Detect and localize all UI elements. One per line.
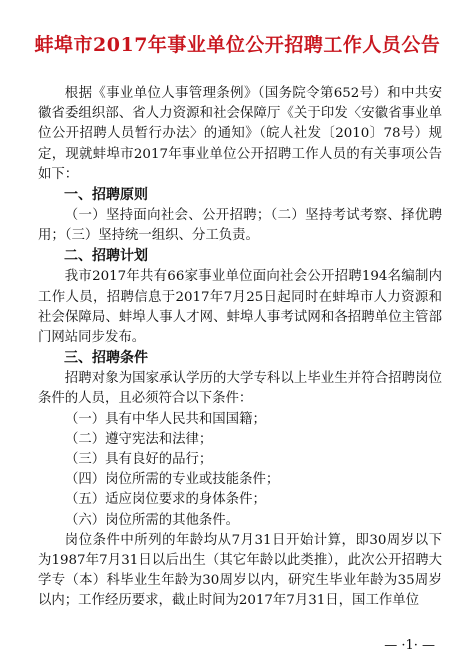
conditions-intro: 招聘对象为国家承认学历的大学专科以上毕业生并符合招聘岗位条件的人员，且必须符合以下条件：	[38, 371, 442, 407]
condition-item: （五）适应岗位要求的身体条件；	[65, 492, 266, 508]
condition-item: （二）遵守宪法和法律；	[65, 431, 213, 447]
condition-item: （一）具有中华人民共和国国籍；	[65, 411, 266, 427]
intro-paragraph: 根据《事业单位人事管理条例》（国务院令第652号）和中共安徽省委组织部、省人力资源和社会保障厅《关于印发〈安徽省事业单位公开招聘人员暂行办法〉的通知》（皖人社发〔2010〕78号）规定，现就蚌埠市2017年事业单位公开招聘工作人员的有关事项公告如下：	[38, 86, 442, 182]
document-body	[38, 84, 442, 612]
section-heading-conditions: 三、招聘条件	[64, 350, 148, 367]
condition-item: （六）岗位所需的其他条件。	[65, 512, 240, 528]
age-paragraph: 岗位条件中所列的年龄均从7月31日开始计算，即30周岁以下为1987年7月31日以后出生（其它年龄以此类推），此次公开招聘大学专（本）科毕业生年龄为30周岁以内，研究生毕业年龄为35周岁以内；工作经历要求，截止时间为2017年7月31日，国工作单位	[38, 532, 442, 609]
section-heading-plan: 二、招聘计划	[64, 248, 148, 265]
page-number: — ·1· —	[384, 638, 435, 653]
document-title: 蚌埠市2017年事业单位公开招聘工作人员公告	[34, 34, 441, 56]
condition-item: （三）具有良好的品行；	[65, 452, 213, 468]
plan-paragraph: 我市2017年共有66家事业单位面向社会公开招聘194名编制内工作人员，招聘信息于2017年7月25日起同时在蚌埠市人力资源和社会保障局、蚌埠人事人才网、蚌埠人事考试网和各招聘单位主管部门网站同步发布。	[38, 269, 442, 346]
principles-paragraph: （一）坚持面向社会、公开招聘；（二）坚持考试考察、择优聘用；（三）坚持统一组织、分工负责。	[38, 208, 442, 244]
section-heading-principles: 一、招聘原则	[64, 187, 148, 204]
condition-item: （四）岗位所需的专业或技能条件；	[65, 472, 280, 488]
